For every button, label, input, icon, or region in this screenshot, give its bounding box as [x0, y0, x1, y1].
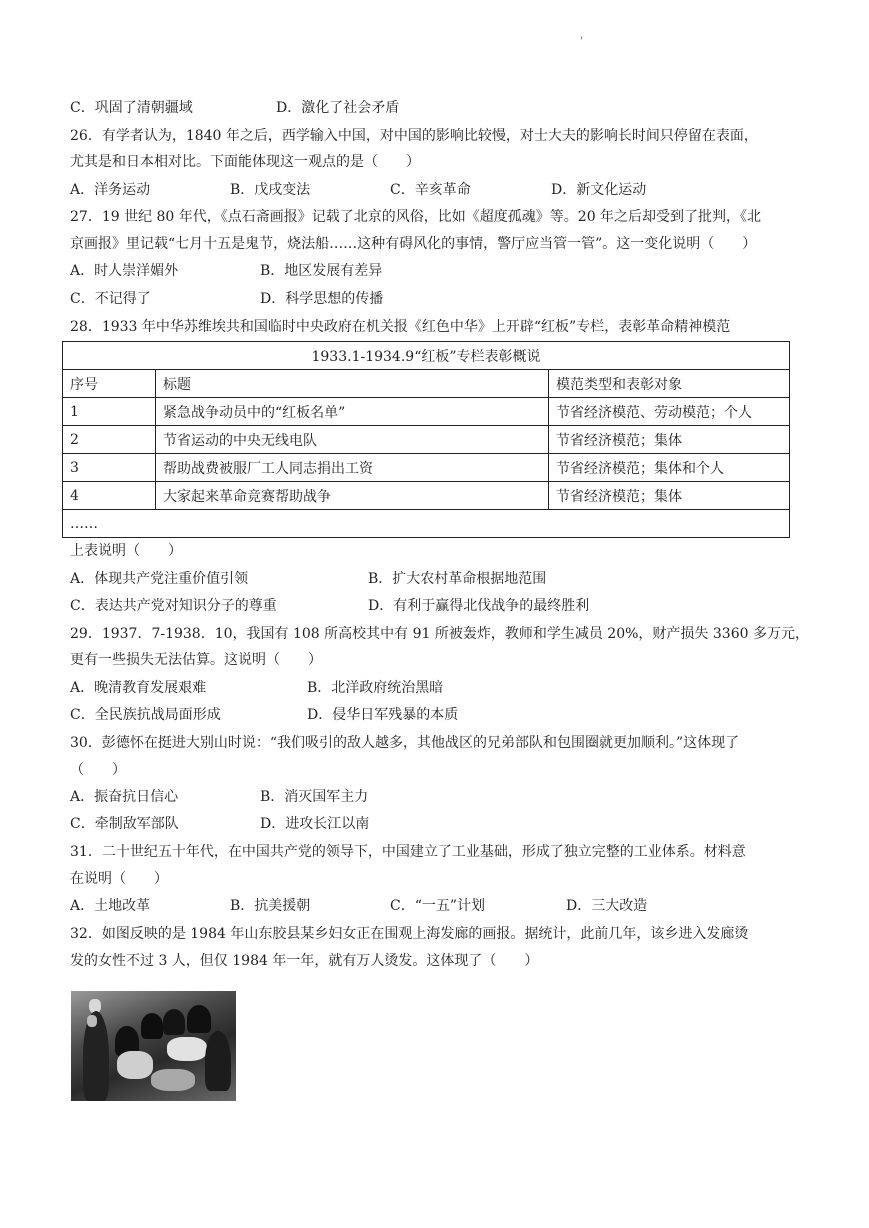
table-cell-title: 紧急战争动员中的“红板名单” [156, 398, 549, 426]
table-cell-title: 节省运动的中央无线电队 [156, 426, 549, 454]
q31-option-d: D．三大改造 [566, 898, 648, 914]
q30-option-d: D．进攻长江以南 [260, 816, 370, 832]
q27-stem-2: 京画报》里记载“七月十五是鬼节，烧法船……这种有碍风化的事情，警厅应当管一管”。这一变化说明（ ） [70, 236, 757, 252]
q32-stem-2: 发的女性不过 3 人，但仅 1984 年一年，就有万人烫发。这体现了（ ） [70, 953, 539, 969]
table-row [63, 426, 790, 454]
q27-option-d: D．科学思想的传播 [260, 291, 384, 307]
q27-option-a: A．时人崇洋媚外 [70, 263, 179, 279]
table-caption: 1933.1-1934.9“红板”专栏表彰概说 [63, 342, 790, 370]
table-cell-title: 帮助战费被服厂工人同志捐出工资 [156, 454, 549, 482]
hair-salon-photo [71, 991, 236, 1101]
q26-option-a: A．洋务运动 [70, 182, 151, 198]
q27-stem-1: 27．19 世纪 80 年代，《点石斋画报》记载了北京的风俗，比如《超度孤魂》等。20 年之后却受到了批判，《北 [70, 209, 762, 225]
q31-option-c: C．“一五”计划 [390, 898, 486, 914]
q27-option-c: C．不记得了 [70, 291, 151, 307]
table-header-type: 模范类型和表彰对象 [549, 370, 790, 398]
q31-option-a: A．土地改革 [70, 898, 151, 914]
q28-option-c: C．表达共产党对知识分子的尊重 [70, 598, 277, 614]
table-cell-index: 2 [63, 426, 156, 454]
table-header-index: 序号 [63, 370, 156, 398]
q25-option-c: C．巩固了清朝疆域 [70, 100, 193, 116]
table-cell-type: 节省经济模范；集体和个人 [549, 454, 790, 482]
table-cell-title: 大家起来革命竞赛帮助战争 [156, 482, 549, 510]
q30-option-c: C．牵制敌军部队 [70, 816, 179, 832]
q29-stem-2: 更有一些损失无法估算。这说明（ ） [70, 652, 322, 668]
q31-stem-2: 在说明（ ） [70, 871, 168, 887]
table-cell-index: 3 [63, 454, 156, 482]
q26-stem-1: 26．有学者认为，1840 年之后，西学输入中国，对中国的影响比较慢，对士大夫的影响长时间只停留在表面， [70, 128, 758, 144]
q29-option-b: B．北洋政府统治黑暗 [307, 680, 444, 696]
table-row [63, 398, 790, 426]
q28-stem-1: 28．1933 年中华苏维埃共和国临时中央政府在机关报《红色中华》上开辟“红板”专栏，表彰革命精神模范 [70, 319, 731, 335]
q29-option-c: C．全民族抗战局面形成 [70, 707, 221, 723]
q29-option-d: D．侵华日军残暴的本质 [307, 707, 459, 723]
q30-stem-1: 30．彭德怀在挺进大别山时说：“我们吸引的敌人越多，其他战区的兄弟部队和包围圈就更加顺利。”这体现了 [70, 735, 740, 751]
q26-option-d: D．新文化运动 [551, 182, 647, 198]
q28-stem-2: 上表说明（ ） [70, 543, 182, 559]
q31-stem-1: 31．二十世纪五十年代，在中国共产党的领导下，中国建立了工业基础，形成了独立完整的工业体系。材料意 [70, 844, 746, 860]
table-cell-type: 节省经济模范；集体 [549, 426, 790, 454]
table-ellipsis-row [63, 510, 790, 538]
q30-option-a: A．振奋抗日信心 [70, 789, 179, 805]
table-cell-type: 节省经济模范、劳动模范；个人 [549, 398, 790, 426]
table-header-title: 标题 [156, 370, 549, 398]
q29-stem-1: 29．1937．7-1938．10，我国有 108 所高校其中有 91 所被轰炸，教师和学生减员 20%，财产损失 3360 多万元， [70, 626, 809, 642]
q26-option-c: C．辛亥革命 [390, 182, 471, 198]
table-cell-index: 1 [63, 398, 156, 426]
q30-option-b: B．消灭国军主力 [260, 789, 369, 805]
table-header-row [63, 370, 790, 398]
header-mark: ' [580, 36, 583, 47]
q26-option-b: B．戊戌变法 [230, 182, 311, 198]
q28-option-d: D．有利于赢得北伐战争的最终胜利 [368, 598, 590, 614]
q29-option-a: A．晚清教育发展艰难 [70, 680, 207, 696]
table-caption-row [63, 342, 790, 370]
q30-stem-2: （ ） [70, 762, 126, 778]
table-row [63, 482, 790, 510]
table-ellipsis: …… [63, 510, 790, 538]
q25-option-d: D．激化了社会矛盾 [276, 100, 400, 116]
q31-option-b: B．抗美援朝 [230, 898, 311, 914]
table-cell-type: 节省经济模范；集体 [549, 482, 790, 510]
table-row [63, 454, 790, 482]
q28-option-a: A．体现共产党注重价值引领 [70, 571, 249, 587]
q27-option-b: B．地区发展有差异 [260, 263, 383, 279]
hongban-table [62, 341, 790, 538]
table-cell-index: 4 [63, 482, 156, 510]
q26-stem-2: 尤其是和日本相对比。下面能体现这一观点的是（ ） [70, 154, 420, 170]
q28-option-b: B．扩大农村革命根据地范围 [368, 571, 547, 587]
q32-stem-1: 32．如图反映的是 1984 年山东胶县某乡妇女正在围观上海发廊的画报。据统计，此前几年，该乡进入发廊烫 [70, 926, 749, 942]
